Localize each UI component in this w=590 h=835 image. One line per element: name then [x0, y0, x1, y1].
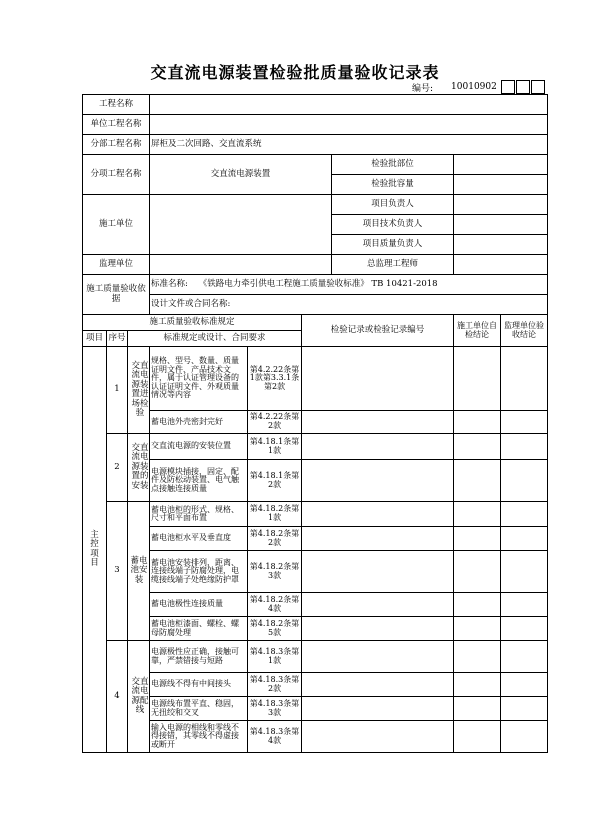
page-title: 交直流电源装置检验批质量验收记录表: [150, 63, 440, 82]
standard-clause: 第4.18.2条第3款: [248, 551, 302, 593]
construction-result-cell[interactable]: [454, 641, 501, 673]
supervision-result-cell[interactable]: [501, 502, 548, 527]
supervision-unit-label: 监理单位: [83, 255, 150, 275]
supervision-result-cell[interactable]: [501, 411, 548, 434]
standard-clause: 第4.18.3条第1款: [248, 641, 302, 673]
project-manager-label: 项目负责人: [332, 195, 454, 215]
construction-result-cell[interactable]: [454, 347, 501, 411]
design-label: 设计文件或合同名称:: [151, 298, 231, 309]
construction-result-cell[interactable]: [454, 527, 501, 551]
record-cell[interactable]: [302, 527, 454, 551]
record-cell[interactable]: [302, 697, 454, 721]
standard-clause: 第4.18.1条第1款: [248, 434, 302, 460]
subdivision-value[interactable]: 交直流电源装置: [150, 155, 332, 195]
standard-cell: [150, 275, 548, 295]
inspect-capacity-label: 检验批容量: [332, 175, 454, 195]
standard-label: 标准名称:: [151, 278, 188, 289]
code-box[interactable]: [516, 80, 530, 94]
construction-result-cell[interactable]: [454, 697, 501, 721]
construction-result-cell[interactable]: [454, 673, 501, 697]
standard-clause: 第4.2.22条第2款: [248, 411, 302, 434]
requirement-cell: 输入电源的相线和零线不得接错，其零线不得虚接或断开: [150, 721, 248, 753]
group-name: [128, 641, 150, 753]
basis-label: 施工质量验收依据: [83, 275, 150, 315]
division-label: 分部工程名称: [83, 135, 150, 155]
group-name-text: 交直流电源配线: [131, 676, 149, 715]
group-name: [128, 347, 150, 434]
seq-header: 序号: [107, 331, 128, 347]
supervision-result-cell[interactable]: [501, 617, 548, 641]
design-cell: [150, 295, 548, 315]
supervision-result-cell[interactable]: [501, 460, 548, 502]
standard-clause: 第4.18.3条第4款: [248, 721, 302, 753]
standard-clause: 第4.18.3条第2款: [248, 673, 302, 697]
record-cell[interactable]: [302, 411, 454, 434]
supervision-result-cell[interactable]: [501, 527, 548, 551]
requirement-cell: 蓄电池安装排列，距离、连接线端子防腐处理，电缆接线端子处绝缘防护罩: [150, 551, 248, 593]
standard-clause: 第4.18.2条第4款: [248, 593, 302, 617]
standard-clause: 第4.18.2条第5款: [248, 617, 302, 641]
construction-result-cell[interactable]: [454, 721, 501, 753]
group-name: [128, 434, 150, 502]
requirement-cell: 蓄电池极性连接质量: [150, 593, 248, 617]
standard-clause: 第4.18.1条第2款: [248, 460, 302, 502]
supervision-result-cell[interactable]: [501, 593, 548, 617]
supervision-result-header: 监理单位验收结论: [501, 315, 548, 347]
standard-clause: 第4.18.2条第1款: [248, 502, 302, 527]
requirement-cell: 蓄电池柜的形式、规格、尺寸和平面布置: [150, 502, 248, 527]
standard-clause: 第4.18.2条第2款: [248, 527, 302, 551]
inspect-part-label: 检验批部位: [332, 155, 454, 175]
standard-clause: 第4.2.22条第1款第3.3.1条第2款: [248, 347, 302, 411]
record-cell[interactable]: [302, 673, 454, 697]
construction-result-cell[interactable]: [454, 617, 501, 641]
supervision-unit-field[interactable]: [150, 255, 332, 275]
record-code: [412, 80, 545, 94]
record-cell[interactable]: [302, 502, 454, 527]
quality-manager-field[interactable]: [454, 235, 548, 255]
construction-result-cell[interactable]: [454, 502, 501, 527]
supervision-result-cell[interactable]: [501, 551, 548, 593]
tech-manager-field[interactable]: [454, 215, 548, 235]
group-name-text: 蓄电池安装: [130, 555, 148, 585]
record-cell[interactable]: [302, 551, 454, 593]
group-seq: 3: [107, 502, 128, 641]
project-name-field[interactable]: [150, 95, 548, 115]
supervision-result-cell[interactable]: [501, 673, 548, 697]
inspect-part-field[interactable]: [454, 155, 548, 175]
requirement-header: 标准规定或设计、合同要求: [128, 331, 302, 347]
chief-engineer-field[interactable]: [454, 255, 548, 275]
record-cell[interactable]: [302, 347, 454, 411]
tech-manager-label: 项目技术负责人: [332, 215, 454, 235]
construction-result-cell[interactable]: [454, 411, 501, 434]
group-name-text: 交直流电源装置的安装: [131, 442, 149, 491]
chief-engineer-label: 总监理工程师: [332, 255, 454, 275]
standard-clause: 第4.18.3条第3款: [248, 697, 302, 721]
project-manager-field[interactable]: [454, 195, 548, 215]
supervision-result-cell[interactable]: [501, 721, 548, 753]
construction-unit-field[interactable]: [150, 195, 332, 255]
quality-manager-label: 项目质量负责人: [332, 235, 454, 255]
standard-value: 《铁路电力牵引供电工程施工质量验收标准》 TB 10421-2018: [198, 278, 438, 289]
code-box[interactable]: [531, 80, 545, 94]
unit-project-field[interactable]: [150, 115, 548, 135]
construction-result-cell[interactable]: [454, 551, 501, 593]
requirement-cell: 蓄电池柜漆面、螺栓、螺母防腐处理: [150, 617, 248, 641]
requirement-cell: 电源线布置平直、稳固，无扭绞和交叉: [150, 697, 248, 721]
division-value[interactable]: 屏柜及二次回路、交直流系统: [150, 135, 548, 155]
construction-unit-label: 施工单位: [83, 195, 150, 255]
requirement-cell: 规格、型号、数量、质量证明文件、产品技术文件，属于认证管理设备的认证证明文件、外观质量情况等内容: [150, 347, 248, 411]
inspection-form: [82, 94, 548, 753]
requirement-cell: 蓄电池柜水平及垂直度: [150, 527, 248, 551]
requirement-cell: 电源线不得有中间接头: [150, 673, 248, 697]
record-cell[interactable]: [302, 593, 454, 617]
requirement-cell: 交直流电源的安装位置: [150, 434, 248, 460]
construction-result-cell[interactable]: [454, 593, 501, 617]
record-cell[interactable]: [302, 434, 454, 460]
item-header: 项目: [83, 331, 107, 347]
group-name: [128, 502, 150, 641]
construction-result-header: 施工单位自检结论: [454, 315, 501, 347]
record-column-header: 检验记录或检验记录编号: [302, 315, 454, 347]
group-name-text: 交直流电源装置进场检验: [131, 360, 149, 418]
subdivision-label: 分项工程名称: [83, 155, 150, 195]
main-item-label: [83, 347, 107, 753]
unit-project-label: 单位工程名称: [83, 115, 150, 135]
construction-result-cell[interactable]: [454, 460, 501, 502]
project-name-label: 工程名称: [83, 95, 150, 115]
requirement-cell: 电源极性应正确，接触可靠，严禁错接与短路: [150, 641, 248, 673]
requirement-cell: 电源模块插接，固定、配件及防松动装置、电气触点接触连接质量: [150, 460, 248, 502]
record-cell[interactable]: [302, 617, 454, 641]
code-box[interactable]: [501, 80, 515, 94]
supervision-result-cell[interactable]: [501, 434, 548, 460]
group-seq: 1: [107, 347, 128, 434]
group-seq: 2: [107, 434, 128, 502]
group-seq: 4: [107, 641, 128, 753]
main-item-text: 主控项目: [90, 529, 99, 568]
supervision-result-cell[interactable]: [501, 347, 548, 411]
inspect-capacity-field[interactable]: [454, 175, 548, 195]
supervision-result-cell[interactable]: [501, 641, 548, 673]
supervision-result-cell[interactable]: [501, 697, 548, 721]
spec-title: 施工质量验收标准规定: [83, 315, 302, 331]
requirement-cell: 蓄电池外壳密封完好: [150, 411, 248, 434]
code-value: 10010902: [451, 82, 497, 92]
record-cell[interactable]: [302, 460, 454, 502]
construction-result-cell[interactable]: [454, 434, 501, 460]
record-cell[interactable]: [302, 721, 454, 753]
code-label: 编号:: [412, 83, 434, 94]
record-cell[interactable]: [302, 641, 454, 673]
